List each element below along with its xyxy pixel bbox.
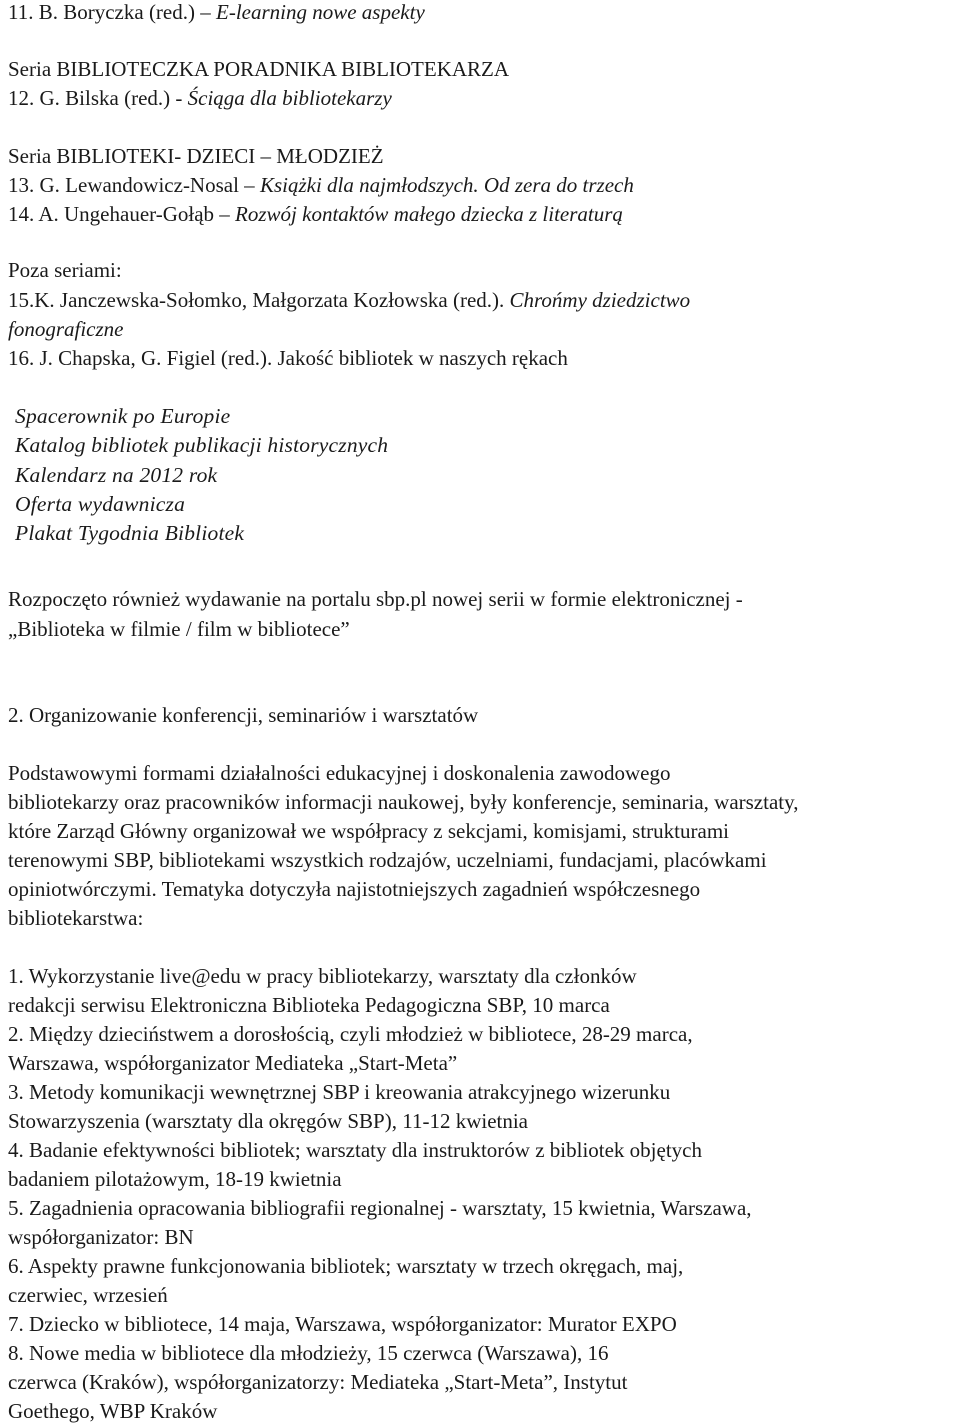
- portal-note-line: Rozpoczęto również wydawanie na portalu sbp.pl nowej serii w formie elektronicznej -: [8, 587, 743, 611]
- author: 11. B. Boryczka (red.): [8, 0, 201, 24]
- author: 12. G. Bilska (red.) -: [8, 86, 188, 110]
- author: 13. G. Lewandowicz-Nosal –: [8, 173, 260, 197]
- title: Książki dla najmłodszych. Od zera do trzech: [259, 173, 634, 197]
- event-line: Stowarzyszenia (warsztaty dla okręgów SBP), 11-12 kwietnia: [8, 1109, 529, 1133]
- event-line: 3. Metody komunikacji wewnętrznej SBP i kreowania atrakcyjnego wizerunku: [8, 1080, 671, 1104]
- event-line: współorganizator: BN: [8, 1225, 194, 1249]
- event-line: 1. Wykorzystanie live@edu w pracy bibliotekarzy, warsztaty dla członków: [8, 964, 637, 988]
- event-line: 7. Dziecko w bibliotece, 14 maja, Warszawa, współorganizator: Murator EXPO: [8, 1312, 677, 1336]
- event-line: czerwca (Kraków), współorganizatorzy: Mediateka „Start-Meta”, Instytut: [8, 1370, 628, 1394]
- author: 15.K. Janczewska-Sołomko, Małgorzata Kozłowska (red.).: [8, 288, 510, 312]
- publication-item-13: [8, 171, 634, 199]
- section-heading-poza-seriami: Poza seriami:: [8, 258, 122, 282]
- other-publication: Katalog bibliotek publikacji historycznych: [15, 433, 389, 457]
- section-heading-2: 2. Organizowanie konferencji, seminariów i warsztatów: [8, 703, 479, 727]
- portal-note-line: „Biblioteka w filmie / film w bibliotece”: [8, 617, 350, 641]
- publication-item-15-title-cont: fonograficzne: [8, 317, 124, 341]
- series-heading-poradnik: Seria BIBLIOTECZKA PORADNIKA BIBLIOTEKARZA: [8, 57, 510, 81]
- publication-item-12: [8, 84, 392, 112]
- title: Chrońmy dziedzictwo: [509, 288, 691, 312]
- author: 14. A. Ungehauer-Gołąb –: [8, 202, 236, 226]
- publication-item-14: [8, 200, 623, 228]
- other-publication: Kalendarz na 2012 rok: [15, 463, 218, 487]
- title: – E-learning nowe aspekty: [200, 0, 425, 24]
- paragraph-line: opiniotwórczymi. Tematyka dotyczyła najistotniejszych zagadnień współczesnego: [8, 877, 701, 901]
- publication-item-16: 16. J. Chapska, G. Figiel (red.). Jakość bibliotek w naszych rękach: [8, 346, 568, 370]
- event-line: badaniem pilotażowym, 18-19 kwietnia: [8, 1167, 342, 1191]
- title: Rozwój kontaktów małego dziecka z literaturą: [235, 202, 623, 226]
- event-line: 4. Badanie efektywności bibliotek; warsztaty dla instruktorów z bibliotek objętych: [8, 1138, 702, 1162]
- title: Ściąga dla bibliotekarzy: [187, 86, 392, 110]
- event-line: 6. Aspekty prawne funkcjonowania bibliotek; warsztaty w trzech okręgach, maj,: [8, 1254, 684, 1278]
- event-line: Warszawa, współorganizator Mediateka „Start-Meta”: [8, 1051, 458, 1075]
- event-line: redakcji serwisu Elektroniczna Biblioteka Pedagogiczna SBP, 10 marca: [8, 993, 610, 1017]
- paragraph-line: Podstawowymi formami działalności edukacyjnej i doskonalenia zawodowego: [8, 761, 671, 785]
- other-publication: Plakat Tygodnia Bibliotek: [15, 521, 245, 545]
- event-line: Goethego, WBP Kraków: [8, 1399, 218, 1423]
- event-line: 2. Między dzieciństwem a dorosłością, czyli młodzież w bibliotece, 28-29 marca,: [8, 1022, 693, 1046]
- series-heading-dzieci: Seria BIBLIOTEKI- DZIECI – MŁODZIEŻ: [8, 144, 384, 168]
- other-publication: Oferta wydawnicza: [15, 492, 186, 516]
- event-line: 5. Zagadnienia opracowania bibliografii regionalnej - warsztaty, 15 kwietnia, Warszawa,: [8, 1196, 752, 1220]
- other-publication: Spacerownik po Europie: [15, 404, 231, 428]
- paragraph-line: bibliotekarzy oraz pracowników informacji naukowej, były konferencje, seminaria, warsztaty,: [8, 790, 799, 814]
- event-line: czerwiec, wrzesień: [8, 1283, 168, 1307]
- paragraph-line: bibliotekarstwa:: [8, 906, 144, 930]
- publication-item-15: [8, 286, 690, 314]
- event-line: 8. Nowe media w bibliotece dla młodzieży, 15 czerwca (Warszawa), 16: [8, 1341, 609, 1365]
- publication-item-11: [8, 0, 425, 26]
- paragraph-line: terenowymi SBP, bibliotekami wszystkich rodzajów, uczelniami, fundacjami, placówkami: [8, 848, 767, 872]
- paragraph-line: które Zarząd Główny organizował we współpracy z sekcjami, komisjami, strukturami: [8, 819, 729, 843]
